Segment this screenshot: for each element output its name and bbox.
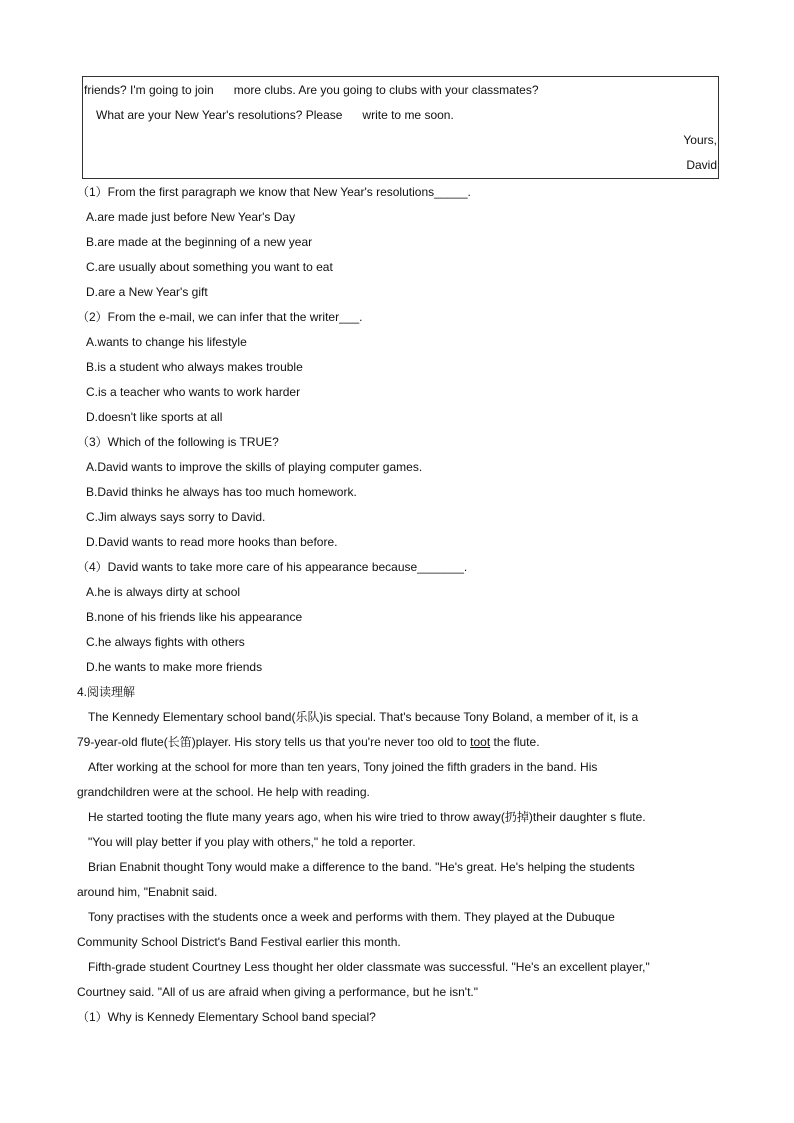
question-1-option-a[interactable]: A.are made just before New Year's Day [86, 210, 296, 224]
question-4-option-a[interactable]: A.he is always dirty at school [86, 585, 241, 599]
email-signature: David [686, 158, 717, 172]
question-3-stem: （3）Which of the following is TRUE? [77, 435, 279, 449]
question-1-option-b[interactable]: B.are made at the beginning of a new year [86, 235, 313, 249]
section4-question-1: （1）Why is Kennedy Elementary School band special? [77, 1010, 376, 1024]
passage-p6-line1: Tony practises with the students once a week and performs with them. They played at the Dubuque [88, 910, 615, 924]
email-line-1: friends? I'm going to join more clubs. Are you going to clubs with your classmates? [84, 83, 539, 97]
question-2-option-a[interactable]: A.wants to change his lifestyle [86, 335, 247, 349]
passage-p3: He started tooting the flute many years ago, when his wire tried to throw away(扔掉)their daughter s flute. [88, 810, 646, 824]
passage-p4: "You will play better if you play with others," he told a reporter. [88, 835, 416, 849]
passage-p2-line2: grandchildren were at the school. He help with reading. [77, 785, 370, 799]
question-1-option-d[interactable]: D.are a New Year's gift [86, 285, 208, 299]
passage-p1-line2-a: 79-year-old flute(长笛)player. His story tells us that you're never too old to [77, 735, 471, 749]
question-2-option-d[interactable]: D.doesn't like sports at all [86, 410, 223, 424]
passage-p7-line1: Fifth-grade student Courtney Less thought her older classmate was successful. "He's an excellent player," [88, 960, 650, 974]
passage-p6-line2: Community School District's Band Festival earlier this month. [77, 935, 401, 949]
question-3-option-b[interactable]: B.David thinks he always has too much homework. [86, 485, 357, 499]
email-line-2: What are your New Year's resolutions? Please write to me soon. [96, 108, 454, 122]
passage-p5-line1: Brian Enabnit thought Tony would make a difference to the band. "He's great. He's helping the students [88, 860, 635, 874]
question-1-option-c[interactable]: C.are usually about something you want to eat [86, 260, 333, 274]
passage-p1-line2-b: the flute. [490, 735, 540, 749]
question-3-option-a[interactable]: A.David wants to improve the skills of playing computer games. [86, 460, 423, 474]
question-4-option-c[interactable]: C.he always fights with others [86, 635, 245, 649]
email-box [82, 76, 719, 179]
email-closing: Yours, [683, 133, 717, 147]
section-heading: 4.阅读理解 [77, 685, 136, 699]
question-4-option-d[interactable]: D.he wants to make more friends [86, 660, 263, 674]
passage-p7-line2: Courtney said. "All of us are afraid when giving a performance, but he isn't." [77, 985, 479, 999]
question-2-option-c[interactable]: C.is a teacher who wants to work harder [86, 385, 301, 399]
passage-p1-line2 [77, 735, 540, 749]
passage-p1-line1: The Kennedy Elementary school band(乐队)is special. That's because Tony Boland, a member of it, is a [88, 710, 639, 724]
passage-p2-line1: After working at the school for more than ten years, Tony joined the fifth graders in the band. His [88, 760, 598, 774]
underlined-word-toot: toot [470, 735, 491, 749]
question-3-option-c[interactable]: C.Jim always says sorry to David. [86, 510, 266, 524]
question-2-option-b[interactable]: B.is a student who always makes trouble [86, 360, 303, 374]
question-4-stem: （4）David wants to take more care of his appearance because_______. [77, 560, 468, 574]
question-1-stem: （1）From the first paragraph we know that New Year's resolutions_____. [77, 185, 471, 199]
question-3-option-d[interactable]: D.David wants to read more hooks than before. [86, 535, 338, 549]
question-4-option-b[interactable]: B.none of his friends like his appearance [86, 610, 303, 624]
passage-p5-line2: around him, "Enabnit said. [77, 885, 218, 899]
question-2-stem: （2）From the e-mail, we can infer that the writer___. [77, 310, 363, 324]
